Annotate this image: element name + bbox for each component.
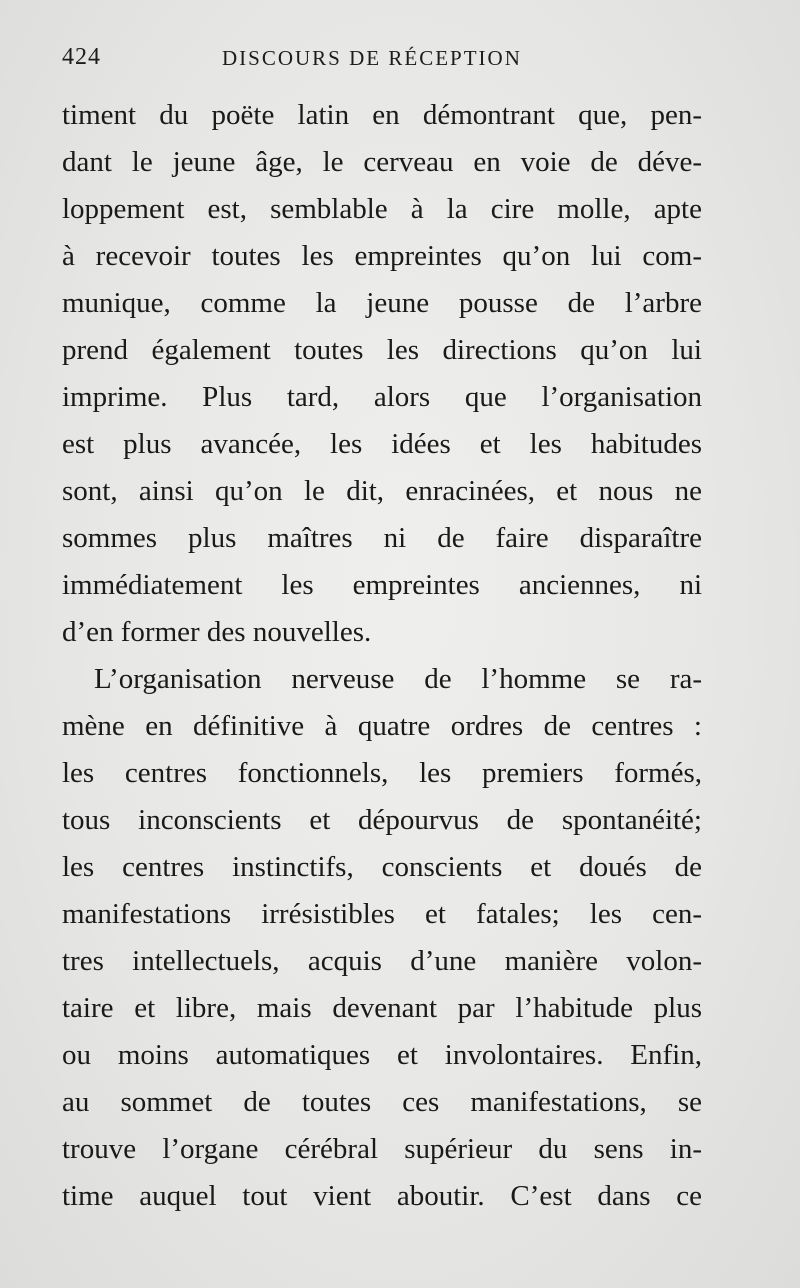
text-line: time auquel tout vient aboutir. C’est dans ce — [62, 1180, 702, 1212]
text-line: ou moins automatiques et involontaires. Enfin, — [62, 1039, 702, 1071]
page-number: 424 — [62, 44, 101, 70]
page-header — [62, 44, 702, 76]
text-line: taire et libre, mais devenant par l’habitude plus — [62, 992, 702, 1024]
paragraph-start-line: L’organisation nerveuse de l’homme se ra- — [94, 663, 702, 695]
text-line: tous inconscients et dépourvus de spontanéité; — [62, 804, 702, 836]
paragraph-end-line: d’en former des nouvelles. — [62, 616, 372, 648]
text-line: dant le jeune âge, le cerveau en voie de déve- — [62, 146, 702, 178]
text-line: à recevoir toutes les empreintes qu’on lui com- — [62, 240, 702, 272]
body-text — [62, 92, 702, 1220]
text-line: mène en définitive à quatre ordres de centres : — [62, 710, 702, 742]
text-line: les centres instinctifs, conscients et doués de — [62, 851, 702, 883]
text-line: trouve l’organe cérébral supérieur du sens in- — [62, 1133, 702, 1165]
text-line: prend également toutes les directions qu’on lui — [62, 334, 702, 366]
text-line: manifestations irrésistibles et fatales; les cen- — [62, 898, 702, 930]
running-head: DISCOURS DE RÉCEPTION — [222, 46, 522, 70]
text-line: tres intellectuels, acquis d’une manière volon- — [62, 945, 702, 977]
text-line: est plus avancée, les idées et les habitudes — [62, 428, 702, 460]
text-line: timent du poëte latin en démontrant que, pen- — [62, 99, 702, 131]
text-line: au sommet de toutes ces manifestations, se — [62, 1086, 702, 1118]
text-line: sommes plus maîtres ni de faire disparaître — [62, 522, 702, 554]
text-line: imprime. Plus tard, alors que l’organisation — [62, 381, 702, 413]
text-line: loppement est, semblable à la cire molle, apte — [62, 193, 702, 225]
text-line: munique, comme la jeune pousse de l’arbre — [62, 287, 702, 319]
text-line: immédiatement les empreintes anciennes, ni — [62, 569, 702, 601]
text-line: sont, ainsi qu’on le dit, enracinées, et nous ne — [62, 475, 702, 507]
text-line: les centres fonctionnels, les premiers formés, — [62, 757, 702, 789]
